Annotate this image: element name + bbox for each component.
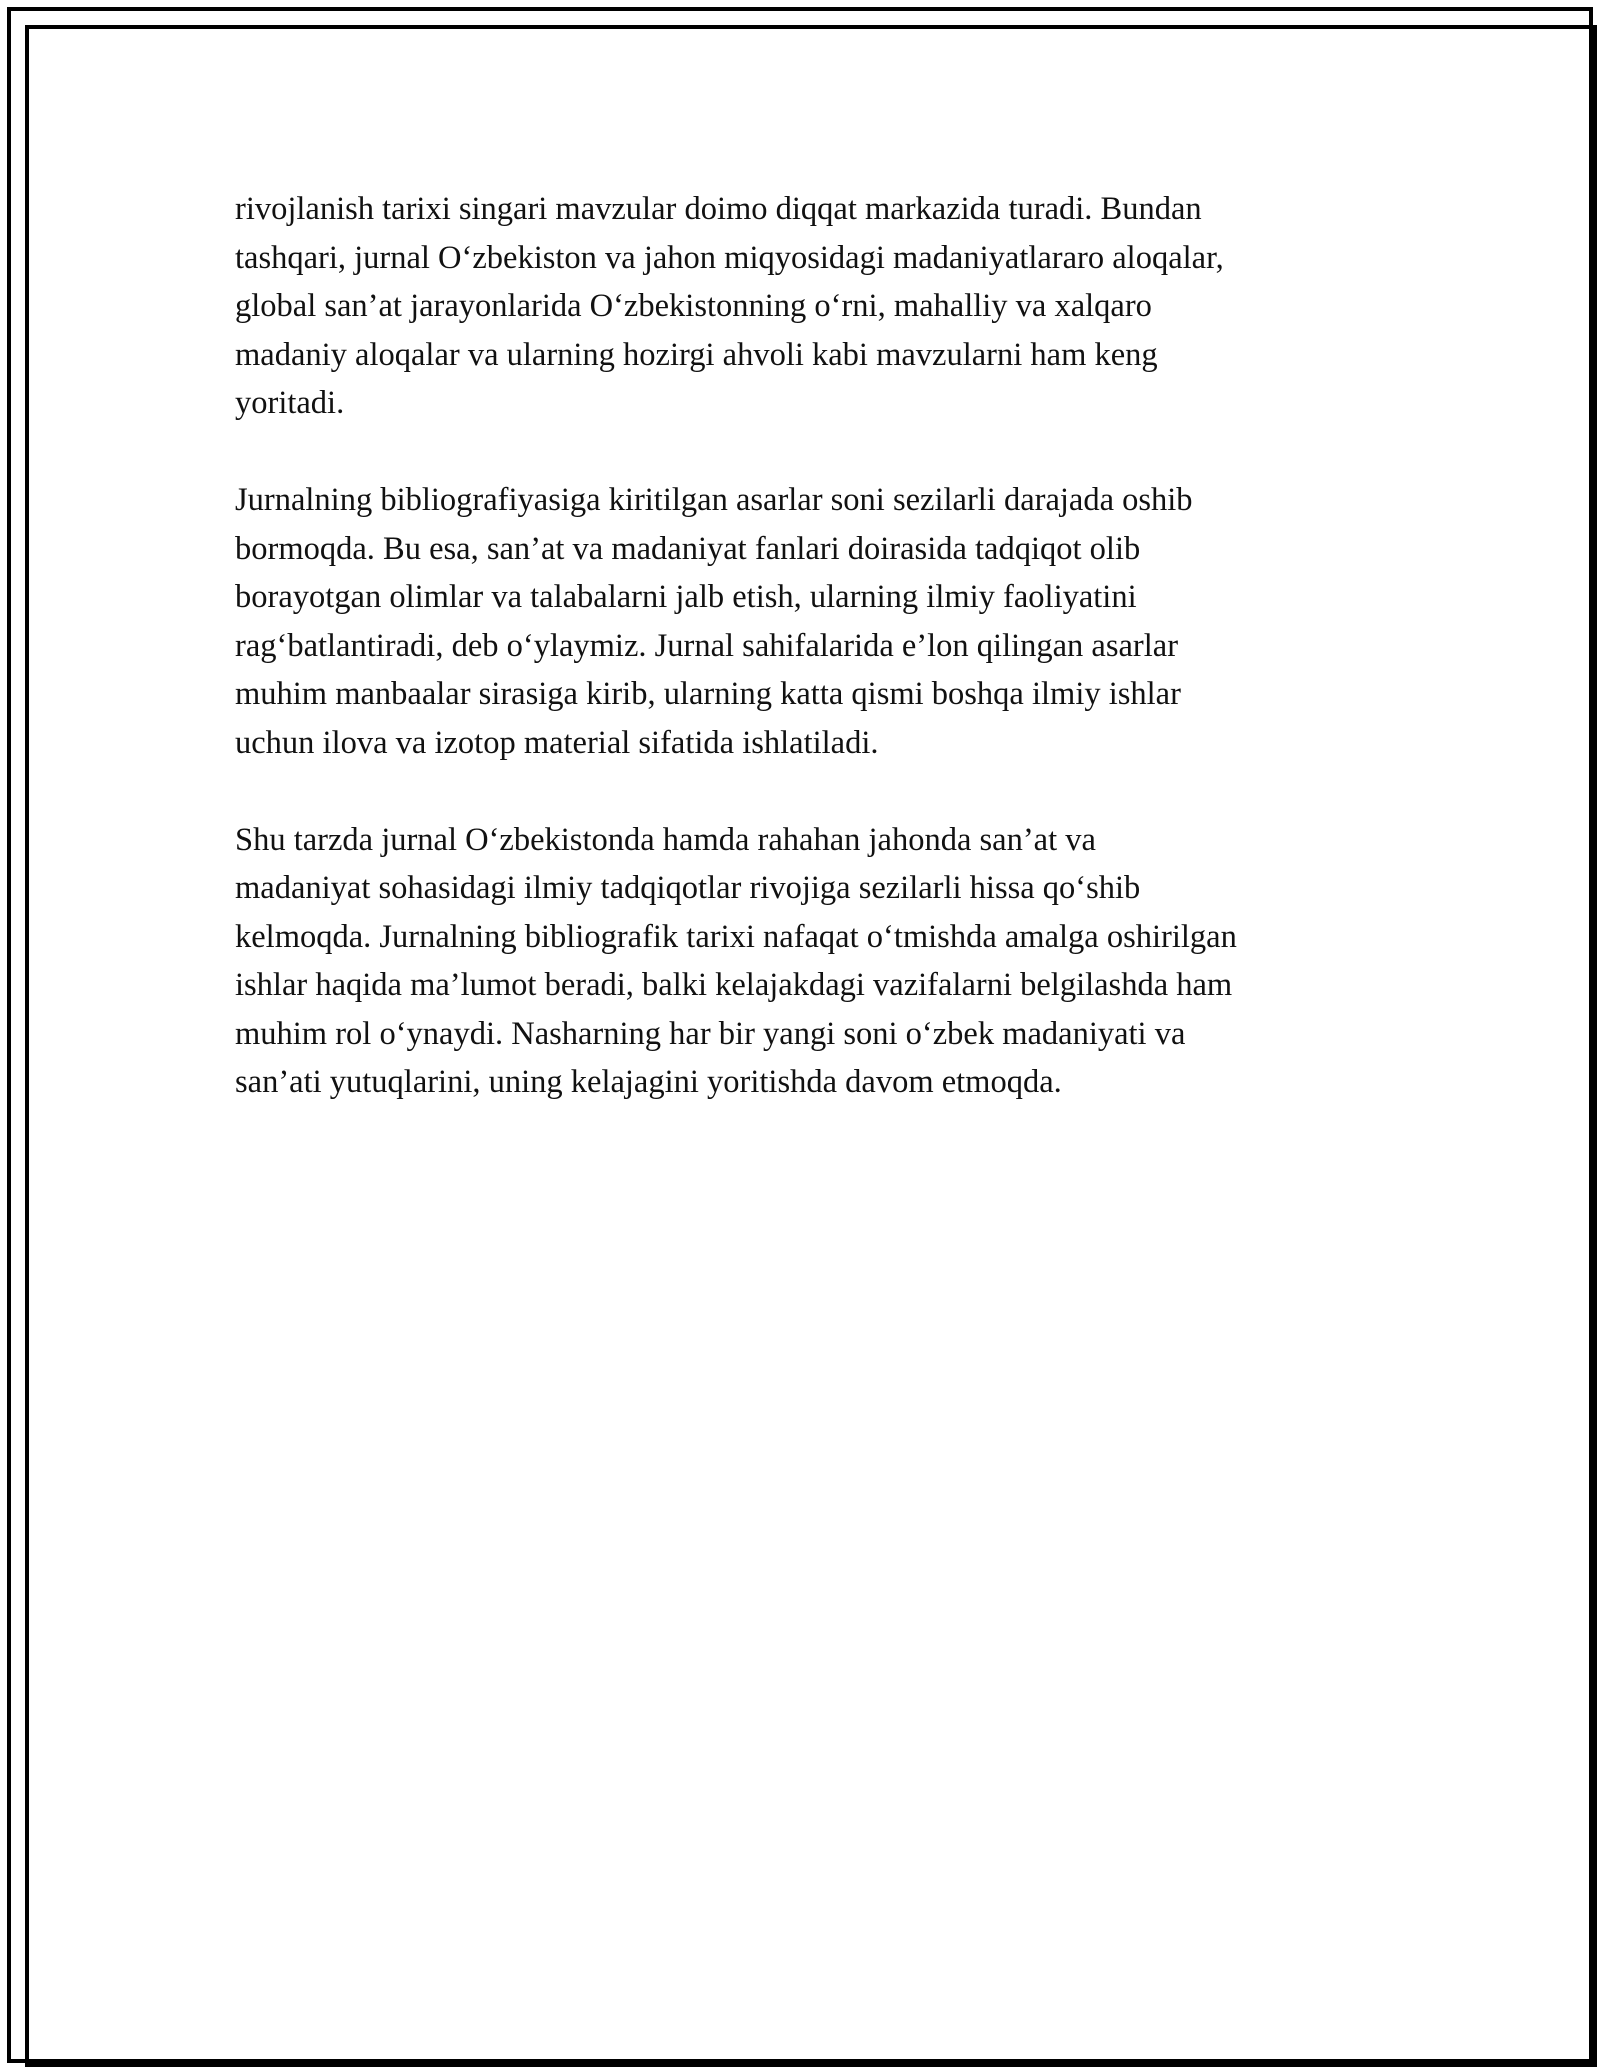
paragraph-2: Jurnalning bibliografiyasiga kiritilgan asarlar soni sezilarli darajada oshib bormoqda. Bu esa, san’at va madaniyat fanlari doirasida tadqiqot olib borayotgan olimlar va talabalarni jalb etish, ularning ilmiy faoliyatini rag‘batlantiradi, deb o‘ylaymiz. Jurnal sahifalarida e’lon qilingan asarlar muhim manbaalar sirasiga kirib, ularning katta qismi boshqa ilmiy ishlar uchun ilova va izotop material sifatida ishlatiladi. [235,482,1193,761]
paragraph-1: rivojlanish tarixi singari mavzular doimo diqqat markazida turadi. Bundan tashqari, jurnal O‘zbekiston va jahon miqyosidagi madaniyatlararo aloqalar, global san’at jarayonlarida O‘zbekistonning o‘rni, mahalliy va xalqaro madaniy aloqalar va ularning hozirgi ahvoli kabi mavzularni ham keng yoritadi. [235,191,1224,421]
document-body [235,185,1395,1155]
paragraph-3: Shu tarzda jurnal O‘zbekistonda hamda rahahan jahonda san’at va madaniyat sohasidagi ilmiy tadqiqotlar rivojiga sezilarli hissa qo‘shib kelmoqda. Jurnalning bibliografik tarixi nafaqat o‘tmishda amalga oshirilgan ishlar haqida ma’lumot beradi, balki kelajakdagi vazifalarni belgilashda ham muhim rol o‘ynaydi. Nasharning har bir yangi soni o‘zbek madaniyati va san’ati yutuqlarini, uning kelajagini yoritishda davom etmoqda. [235,821,1237,1100]
